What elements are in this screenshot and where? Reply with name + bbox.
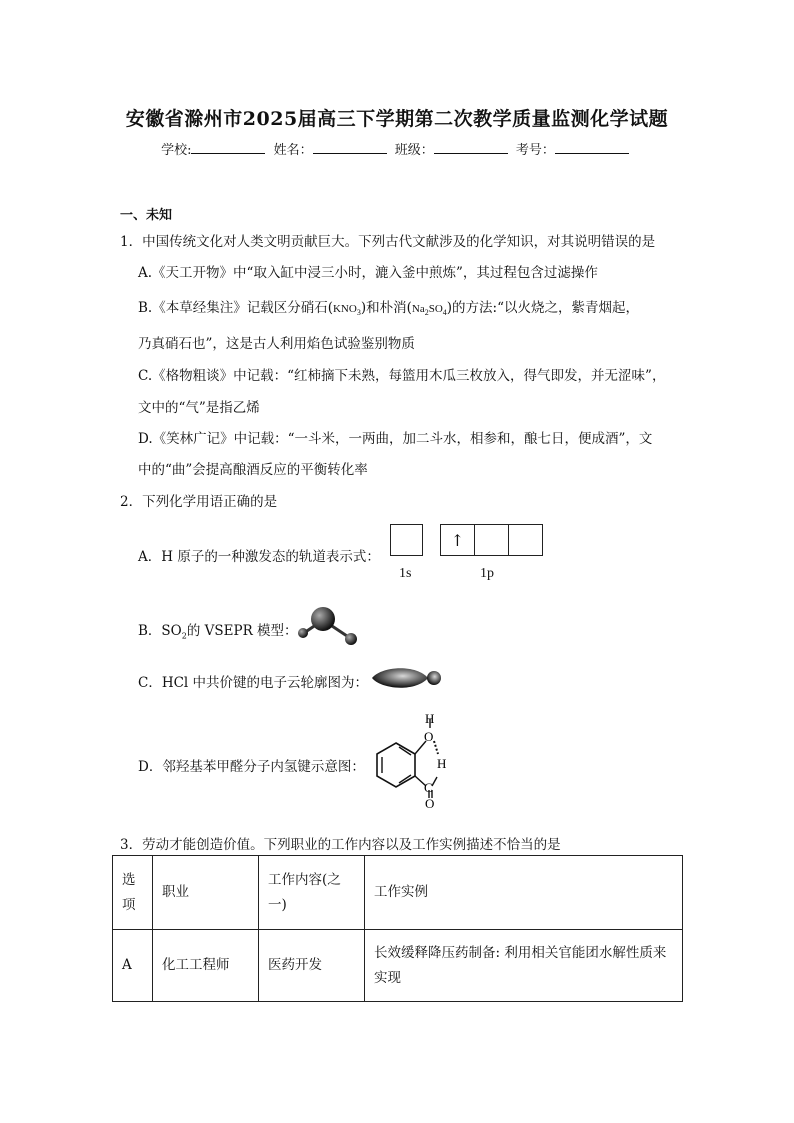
cell-job: 化工工程师: [153, 930, 259, 1002]
q3-stem: 3．劳动才能创造价值。下列职业的工作内容以及工作实例描述不恰当的是: [120, 837, 561, 853]
header-job: 职业: [153, 856, 259, 930]
school-label: 学校:: [161, 143, 192, 158]
header-option-line1: 选: [122, 871, 136, 888]
q1-option-a: A.《天工开物》中“取入缸中浸三小时，漉入釜中煎炼”，其过程包含过滤操作: [138, 265, 598, 281]
orbital-box-1p: [440, 524, 543, 556]
header-example: 工作实例: [365, 856, 683, 930]
cell-example: [365, 930, 683, 1002]
q2-option-b: [138, 619, 298, 641]
name-blank[interactable]: [313, 141, 387, 154]
cell-option: A: [113, 930, 153, 1002]
q1-b-text-pre: B.《本草经集注》记载区分硝石(: [138, 300, 333, 316]
header-option: [113, 856, 153, 930]
up-arrow-icon: ↑: [450, 530, 465, 550]
cell-example-line1: 长效缓释降压药制备: 利用相关官能团水解性质来: [374, 944, 667, 961]
q3-table: [112, 855, 683, 1002]
orbital-box-1s: [390, 524, 423, 556]
q2-option-a: A．H 原子的一种激发态的轨道表示式：: [138, 549, 380, 565]
formula-so-sub: 4: [442, 308, 447, 318]
mol-o2: O: [425, 796, 435, 810]
formula-na2so4: [411, 303, 447, 318]
mol-h1: H: [425, 711, 435, 726]
so2-vsepr-model-image: [295, 600, 365, 650]
hcl-electron-cloud-image: [370, 664, 445, 694]
q1-b-text-mid: )和朴消(: [360, 300, 412, 316]
student-info-line: [0, 139, 794, 158]
formula-kno3: [332, 303, 361, 318]
q2-option-d: D．邻羟基苯甲醛分子内氢键示意图：: [138, 759, 365, 775]
page-title: 安徽省滁州市2025届高三下学期第二次教学质量监测化学试题: [125, 108, 669, 130]
cell-example-line2: 实现: [374, 969, 401, 986]
class-blank[interactable]: [434, 141, 508, 154]
q1-option-d-line2: 中的“曲”会提高酿酒反应的平衡转化率: [138, 462, 368, 478]
formula-kno3-sub: 3: [356, 308, 361, 318]
formula-so: SO: [428, 303, 443, 315]
salicylaldehyde-hbond-diagram: [372, 710, 462, 810]
cell-content: 医药开发: [259, 930, 365, 1002]
benzene-ring: [377, 743, 415, 787]
header-option-line2: 项: [122, 896, 136, 913]
table-header-row: [113, 856, 683, 930]
q1-option-b-line2: 乃真硝石也”，这是古人利用焰色试验鉴别物质: [138, 336, 415, 352]
exam-number-label: 考号：: [515, 143, 555, 158]
q2-option-c: C．HCl 中共价键的电子云轮廓图为：: [138, 675, 369, 691]
mol-c: C: [424, 780, 433, 795]
formula-kno3-base: KNO: [332, 303, 357, 315]
section-heading: 一、未知: [120, 208, 173, 223]
orbital-label-1s: 1s: [399, 566, 412, 581]
formula-na-sub: 2: [424, 308, 429, 318]
q1-option-c-line1: C.《格物粗谈》中记载：“红柿摘下未熟，每篮用木瓜三枚放入，得气即发，并无涩味”，: [138, 368, 666, 384]
q1-option-b-line1: [138, 296, 639, 317]
q2-b-sub: 2: [181, 631, 187, 641]
orbital-label-1p: 1p: [480, 566, 494, 581]
q2-stem: 2．下列化学用语正确的是: [120, 494, 278, 510]
q1-stem: 1．中国传统文化对人类文明贡献巨大。下列古代文献涉及的化学知识，对其说明错误的是: [120, 234, 656, 250]
q1-option-c-line2: 文中的“气”是指乙烯: [138, 400, 260, 416]
header-content: 工作内容(之一): [259, 856, 365, 930]
formula-na: Na: [411, 303, 425, 315]
q1-b-text-post: )的方法:“以火烧之，紫青烟起，: [446, 300, 639, 316]
table-row: [113, 930, 683, 1002]
mol-h2: H: [437, 756, 447, 771]
mol-o1: O: [424, 729, 434, 744]
school-blank[interactable]: [191, 141, 265, 154]
q2-b-text-post: 的 VSEPR 模型：: [186, 623, 298, 639]
name-label: 姓名：: [273, 143, 313, 158]
class-label: 班级：: [394, 143, 434, 158]
exam-number-blank[interactable]: [555, 141, 629, 154]
q2-b-text-pre: B．SO: [138, 623, 182, 639]
q1-option-d-line1: D.《笑林广记》中记载：“一斗米，一两曲，加二斗水，相参和，酿七日，便成酒”，文: [138, 431, 653, 447]
orbital-cell-1p-x: [441, 525, 475, 555]
orbital-cell-1p-y: [475, 525, 509, 555]
